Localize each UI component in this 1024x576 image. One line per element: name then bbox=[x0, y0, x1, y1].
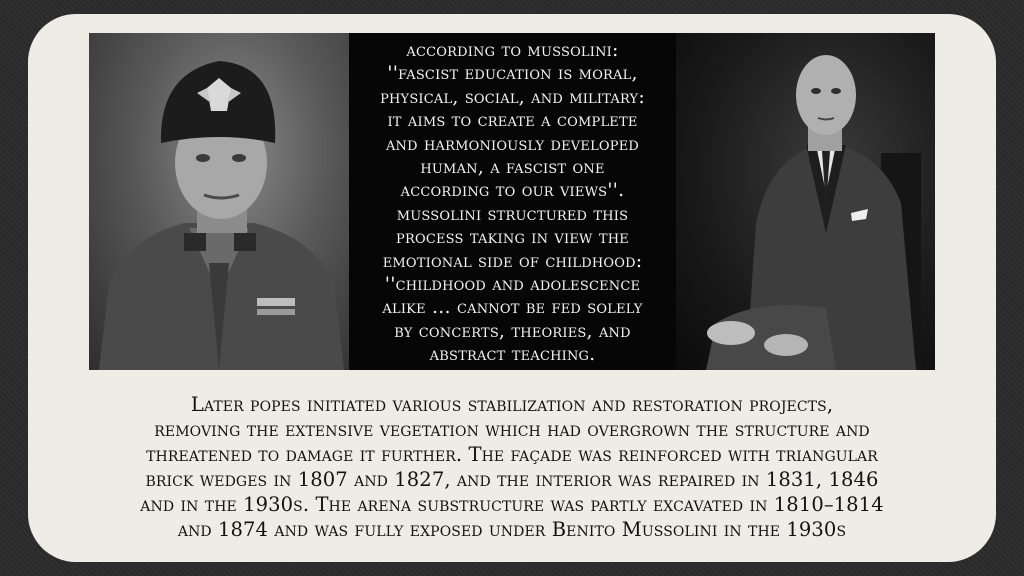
caption-line: threatened to damage it further. The façade was reinforced with triangular bbox=[146, 443, 878, 466]
caption-paragraph bbox=[60, 392, 964, 542]
quote-line: human, a fascist one bbox=[420, 156, 605, 179]
caption-line: Later popes initiated various stabilization and restoration projects, bbox=[190, 393, 834, 416]
quote-line: according to mussolini: bbox=[406, 39, 619, 61]
caption-line: brick wedges in 1807 and 1827, and the interior was repaired in 1831, 1846 bbox=[145, 468, 879, 491]
caption-line: and 1874 and was fully exposed under Benito Mussolini in the 1930s bbox=[177, 518, 847, 541]
quote-line: emotional side of childhood: bbox=[382, 249, 643, 272]
quote-line: alike ... cannot be fed solely bbox=[382, 296, 643, 319]
caption-line: and in the 1930s. The arena substructure was partly excavated in 1810–1814 bbox=[140, 493, 884, 516]
quote-line: ''fascist education is moral, bbox=[387, 62, 638, 85]
quote-line: physical, social, and military: bbox=[380, 85, 645, 108]
portrait-photo-uniform bbox=[89, 33, 350, 370]
quote-line: abstract teaching. bbox=[429, 343, 596, 366]
quote-line: and harmoniously developed bbox=[385, 132, 640, 155]
portrait-uniform-illustration bbox=[89, 33, 350, 370]
quote-line: mussolini structured this bbox=[396, 202, 629, 225]
portrait-suit-illustration bbox=[676, 33, 935, 370]
quote-line: process taking in view the bbox=[396, 226, 629, 249]
quote-line: it aims to create a complete bbox=[387, 109, 638, 132]
caption-line: removing the extensive vegetation which had overgrown the structure and bbox=[154, 418, 870, 441]
quote-line: by concerts, theories, and bbox=[394, 319, 631, 342]
portrait-photo-suit bbox=[676, 33, 935, 370]
quote-line: ''childhood and adolescence bbox=[384, 273, 641, 296]
quote-text-box bbox=[349, 33, 676, 370]
quote-line: according to our views''. bbox=[400, 179, 625, 202]
